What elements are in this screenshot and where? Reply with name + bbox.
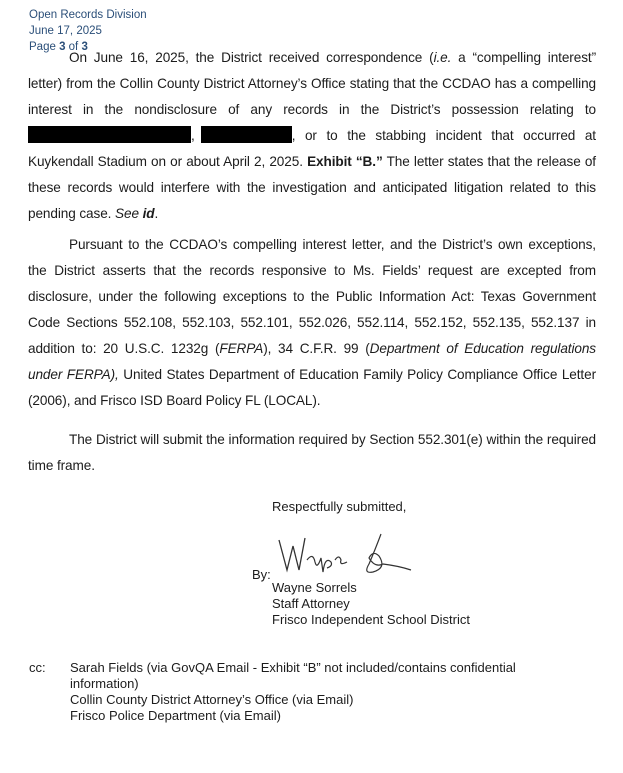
cc-label: cc: — [29, 660, 46, 675]
cc-recipient: Collin County District Attorney’s Office (via Email) — [70, 692, 354, 707]
paragraph-submission: The District will submit the information required by Section 552.301(e) within the required time frame. — [28, 432, 596, 473]
redaction-block — [28, 126, 191, 143]
cc-list — [70, 660, 550, 724]
cc-recipient: Frisco Police Department (via Email) — [70, 708, 281, 723]
redaction-block — [201, 126, 292, 143]
page-number: Page 3 of 3 — [29, 41, 88, 53]
paragraph-exceptions: Pursuant to the CCDAO’s compelling interest letter, and the District’s own exceptions, the District asserts that the records responsive to Ms. Fields’ request are excepted from disclosure, under the following exceptions to the Public Information Act: Texas Government Code Sections 552.108, 552.103, 552.101, 552.026, 552.114, 552.152, 552.135, 552.137 in addition to: 20 U.S.C. 1232g (FERPA), 34 C.F.R. 99 (Department of Education regulations under FERPA), United States Department of Education Family Policy Compliance Office Letter (2006), and Frisco ISD Board Policy FL (LOCAL). — [28, 237, 596, 408]
signature-block — [272, 580, 470, 628]
letter-date: June 17, 2025 — [29, 25, 102, 37]
signer-name: Wayne Sorrels — [272, 580, 357, 595]
closing: Respectfully submitted, — [272, 499, 407, 514]
division-name: Open Records Division — [29, 9, 147, 21]
cc-recipient: Sarah Fields (via GovQA Email - Exhibit “B” not included/contains confidential information) — [70, 660, 516, 691]
signer-org: Frisco Independent School District — [272, 612, 470, 627]
handwritten-signature — [277, 532, 437, 582]
by-label: By: — [252, 567, 271, 582]
paragraph-compelling-interest: On June 16, 2025, the District received correspondence (i.e. a “compelling interest” letter) from the Collin County District Attorney’s Office stating that the CCDAO has a compelling interest in the nondisclosure of any records in the District’s possession relating to , , or to the stabbing incident that occurred at Kuykendall Stadium on or about April 2, 2025. Exhibit “B.” The letter states that the release of these records would interfere with the investigation and anticipated litigation related to this pending case. See id. — [28, 50, 596, 221]
signer-title: Staff Attorney — [272, 596, 350, 611]
